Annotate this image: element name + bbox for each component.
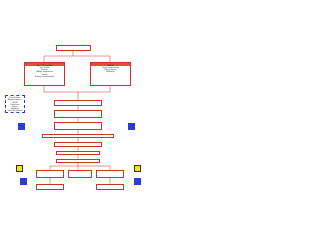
chip-blue-bottom-right (134, 178, 141, 185)
note-line: Headache (10, 108, 19, 110)
step-6-label: Local hypoxia of tissues (68, 152, 88, 154)
prec-line: Kidney disease (104, 70, 117, 72)
step-7-label: Local hypoxia of tissues (68, 160, 88, 162)
renal-label: Impaired renal function (40, 171, 60, 173)
note-line: Blood pressure ≥ 140/90 (8, 100, 22, 104)
predisposing-box (24, 62, 65, 86)
step-6-box (56, 151, 100, 155)
pred-line: Obesity (41, 74, 48, 76)
edema-box (68, 170, 92, 178)
prec-line: Chronic hypertension (101, 68, 120, 70)
step-2-label: Increase in peripheral vascular resistance (61, 111, 95, 113)
etiology-box (56, 45, 91, 51)
pred-line: Age ≥ 35 and older (36, 66, 53, 68)
chip-blue-bottom-left (20, 178, 27, 185)
step-4-label: Activation of smooth muscle cells (64, 135, 92, 137)
step-1-label: Decrease in uteroplacental perfusion (63, 101, 93, 103)
note-line: Proteinuria (10, 104, 20, 106)
proteinuria-box (96, 170, 124, 178)
chip-blue-right (128, 123, 135, 130)
note-line: Edema (12, 106, 18, 108)
hellp-box (96, 184, 124, 190)
note-line: Clinical Signs of (8, 96, 22, 98)
proteinuria-label: Proteinuria (105, 171, 115, 173)
chip-yellow-left (16, 165, 23, 172)
eclampsia-label: Eclampsia (45, 185, 55, 187)
pred-line: Sex: Female (39, 68, 50, 70)
eclampsia-box (36, 184, 64, 190)
precipitating-box (90, 62, 131, 86)
step-2-box (54, 110, 102, 118)
step-5-box (54, 142, 102, 147)
chip-yellow-right (134, 165, 141, 172)
chip-blue-left (18, 123, 25, 130)
hellp-label: HELLP syndrome (103, 185, 117, 187)
step-4-box (42, 134, 114, 138)
flowchart (0, 0, 149, 198)
prec-line: Nulliparity (106, 72, 115, 74)
step-5-label: Increased BP (72, 143, 84, 145)
note-line: Visual disturbance (7, 110, 23, 112)
edema-label: Edema (77, 171, 83, 173)
renal-box (36, 170, 64, 178)
etiology-label: Etiological risk factors (64, 46, 83, 48)
prec-line: Diabetes (106, 66, 115, 68)
step-3-label: Vasoconstriction of blood vessels (64, 123, 92, 125)
predisposing-heading: PREDISPOSING FACTORS (25, 63, 64, 66)
pred-line: Multiple pregnancies (36, 72, 53, 74)
precipitating-heading: PRECIPITATING FACTORS (91, 63, 130, 66)
step-1-box (54, 100, 102, 106)
step-7-box (56, 159, 100, 163)
pred-line: History of preeclampsia (35, 76, 54, 78)
clinical-signs-note (5, 95, 25, 113)
pred-line: Genetics (41, 70, 48, 72)
note-line: Preeclampsia: (9, 98, 21, 100)
step-3-box (54, 122, 102, 130)
